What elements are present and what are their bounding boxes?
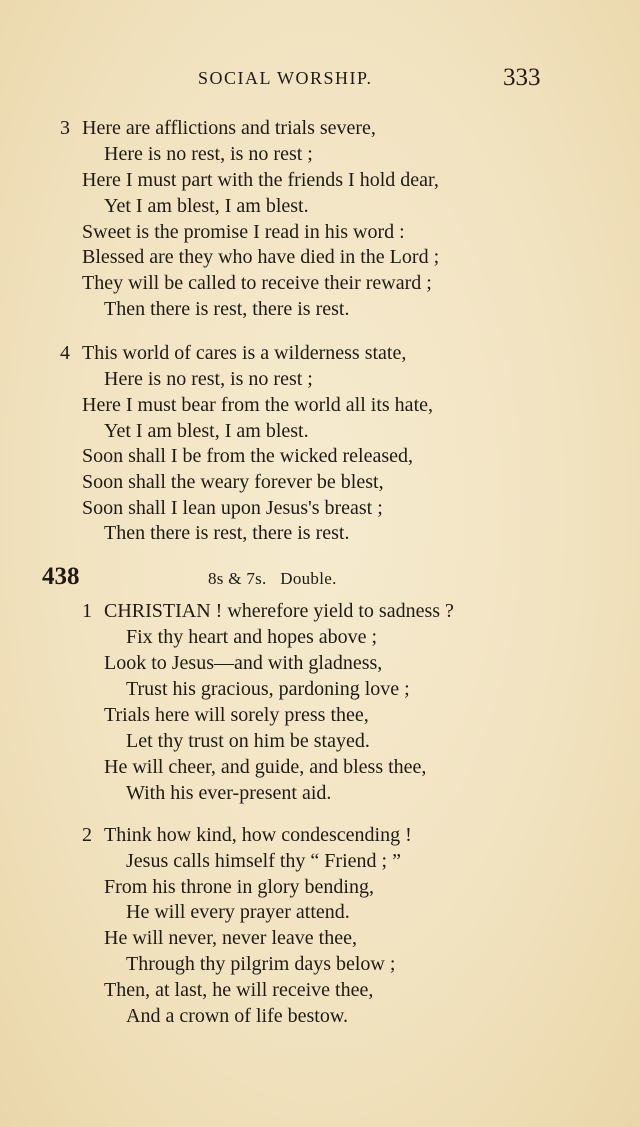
verse-line: This world of cares is a wilderness state, xyxy=(82,342,407,364)
stanza-number: 4 xyxy=(60,342,70,364)
verse-line: Blessed are they who have died in the Lord ; xyxy=(82,246,440,268)
verse-line: Jesus calls himself thy “ Friend ; ” xyxy=(126,850,401,872)
hymn-number: 438 xyxy=(42,563,80,590)
verse-line: They will be called to receive their reward ; xyxy=(82,272,432,294)
verse-line: Here are afflictions and trials severe, xyxy=(82,117,376,139)
verse-line: Yet I am blest, I am blest. xyxy=(104,195,309,217)
verse-line: Here I must bear from the world all its hate, xyxy=(82,394,433,416)
stanza-number: 3 xyxy=(60,117,70,139)
verse-line: From his throne in glory bending, xyxy=(104,876,374,898)
stanza-number: 2 xyxy=(82,824,92,846)
running-head xyxy=(0,64,640,94)
verse-line: Soon shall the weary forever be blest, xyxy=(82,471,384,493)
verse-line: Yet I am blest, I am blest. xyxy=(104,420,309,442)
verse-line: Then there is rest, there is rest. xyxy=(104,298,350,320)
verse-line: Soon shall I be from the wicked released, xyxy=(82,445,414,467)
verse-line: He will every prayer attend. xyxy=(126,901,350,923)
stanza-number: 1 xyxy=(82,600,92,622)
running-title: SOCIAL WORSHIP. xyxy=(198,68,373,88)
verse-line: Then, at last, he will receive thee, xyxy=(104,979,374,1001)
verse-line: Look to Jesus—and with gladness, xyxy=(104,652,383,674)
verse-line: Then there is rest, there is rest. xyxy=(104,522,350,544)
verse-line: With his ever-present aid. xyxy=(126,782,332,804)
verse-line: Here I must part with the friends I hold dear, xyxy=(82,169,439,191)
verse-line: Let thy trust on him be stayed. xyxy=(126,730,370,752)
verse-line: Trust his gracious, pardoning love ; xyxy=(126,678,410,700)
verse-line: Trials here will sorely press thee, xyxy=(104,704,369,726)
verse-line: Fix thy heart and hopes above ; xyxy=(126,626,378,648)
verse-line: He will cheer, and guide, and bless thee, xyxy=(104,756,427,778)
verse-line: He will never, never leave thee, xyxy=(104,927,357,949)
page-number: 333 xyxy=(503,64,541,91)
verse-line: Here is no rest, is no rest ; xyxy=(104,368,313,390)
verse-line: Here is no rest, is no rest ; xyxy=(104,143,313,165)
hymn-meter: 8s & 7s. Double. xyxy=(208,569,337,588)
verse-line: Sweet is the promise I read in his word : xyxy=(82,221,405,243)
verse-line: And a crown of life bestow. xyxy=(126,1005,348,1027)
verse-line: CHRISTIAN ! wherefore yield to sadness ? xyxy=(104,600,454,622)
verse-line: Soon shall I lean upon Jesus's breast ; xyxy=(82,497,383,519)
verse-line: Through thy pilgrim days below ; xyxy=(126,953,396,975)
verse-line: Think how kind, how condescending ! xyxy=(104,824,412,846)
